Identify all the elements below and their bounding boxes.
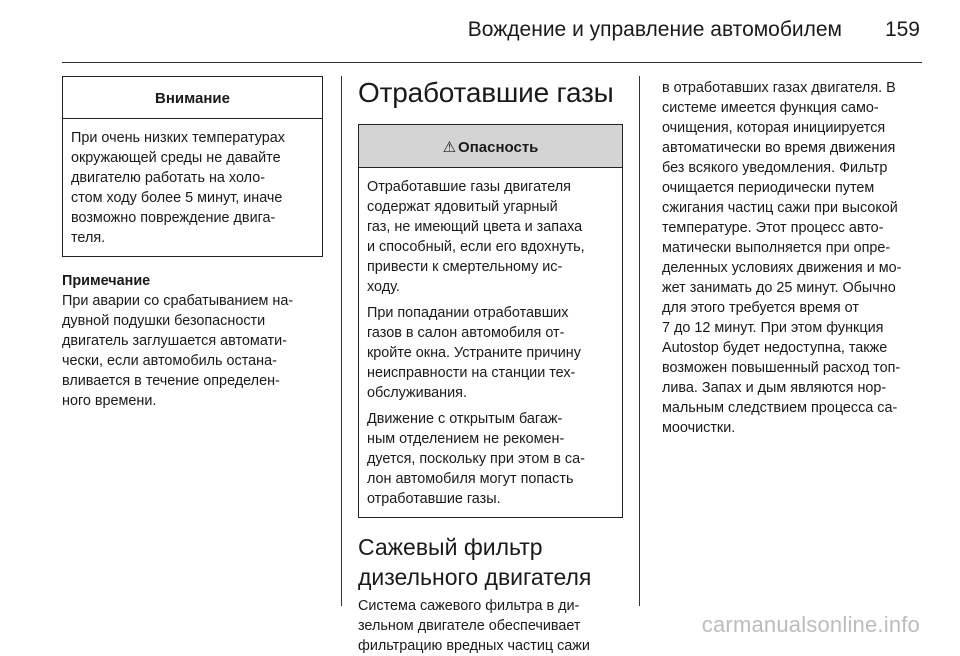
middle-column: [358, 76, 623, 656]
danger-header: [359, 125, 622, 168]
note-text: При аварии со срабатыванием на- дувной подушки безопасности двигатель заглушается автомати- чески, если автомобиль остана- вливается в течение определен- ного времени.: [62, 293, 294, 409]
warning-triangle-icon: ⚠: [442, 139, 457, 156]
danger-title: Опасность: [458, 139, 539, 156]
section-title: Отработавшие газы: [358, 77, 614, 108]
danger-box: [358, 124, 623, 518]
caution-text: При очень низких температурах окружающей среды не давайте двигателю работать на холо- стом ходу более 5 минут, иначе возможно повреждение двига- теля.: [71, 130, 285, 246]
page-number: 159: [884, 18, 920, 41]
watermark: carmanualsonline.info: [701, 612, 920, 637]
column-divider: [341, 76, 342, 606]
caution-title: Внимание: [63, 77, 322, 119]
caution-box: [62, 76, 323, 257]
header-divider: [62, 62, 922, 63]
subsection-title: Сажевый фильтр дизельного двигателя: [358, 534, 592, 590]
danger-paragraph: При попадании отработавших газов в салон автомобиля от- кройте окна. Устраните причину неисправности на станции тех- обслуживания.: [367, 305, 581, 401]
page-header-title: Вождение и управление автомобилем: [467, 18, 842, 41]
danger-paragraph: Отработавшие газы двигателя содержат ядовитый угарный газ, не имеющий цвета и запаха и способный, если его вдохнуть, привести к смертельному ис- ходу.: [367, 179, 585, 295]
subsection-text: Система сажевого фильтра в ди- зельном двигателе обеспечивает фильтрацию вредных частиц сажи: [358, 598, 590, 654]
right-column-text: в отработавших газах двигателя. В системе имеется функция само- очищения, которая инициируется автоматически во время движения без всякого уведомления. Фильтр очищается периодически путем сжигания частиц сажи при высокой температуре. Этот процесс авто- матически выполняется при опре- деленных условиях движения и мо- жет занимать до 25 минут. Обычно для этого требуется время от 7 до 12 минут. При этом функция Autostop будет недоступна, также возможен повышенный расход топ- лива. Запах и дым являются нор- мальным следствием процесса са- моочистки.: [662, 80, 902, 436]
danger-paragraph: Движение с открытым багаж- ным отделением не рекомен- дуется, поскольку при этом в са- лон автомобиля могут попасть отработавшие газы.: [367, 411, 585, 507]
column-divider: [639, 76, 640, 606]
left-column: [62, 76, 323, 411]
note-heading: Примечание: [62, 273, 151, 289]
